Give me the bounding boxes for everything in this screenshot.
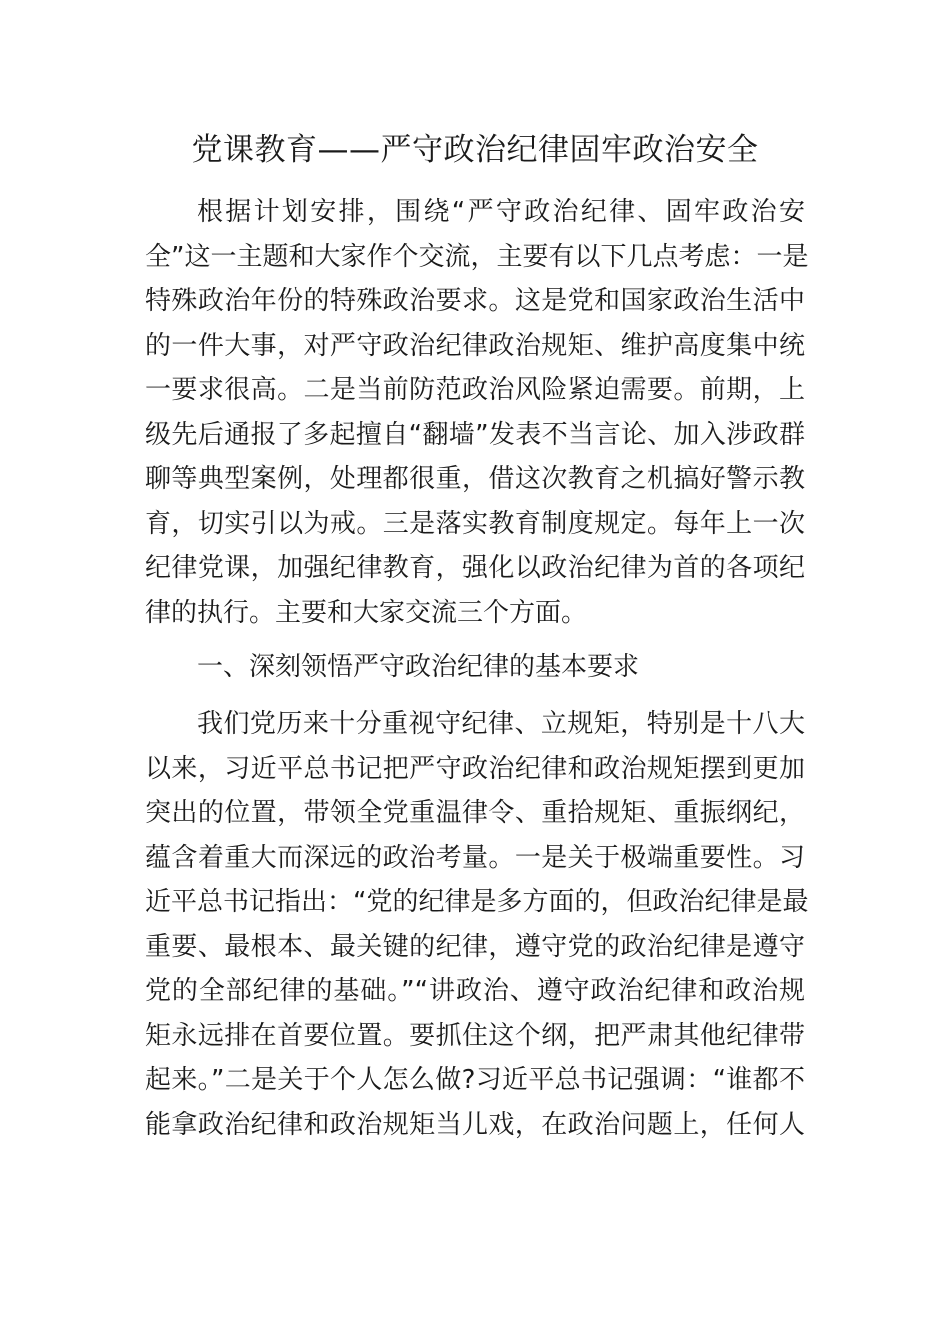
- paragraph-line: 以来，习近平总书记把严守政治纪律和政治规矩摆到更加: [145, 753, 805, 784]
- paragraph-line: 全”这一主题和大家作个交流，主要有以下几点考虑：一是: [145, 241, 809, 272]
- paragraph-line: 我们党历来十分重视守纪律、立规矩，特别是十八大: [197, 709, 805, 739]
- paragraph-1: [145, 190, 809, 635]
- paragraph-line: 级先后通报了多起擅自“翻墙”发表不当言论、加入涉政群: [145, 419, 805, 450]
- paragraph-line: 党的全部纪律的基础。”“讲政治、遵守政治纪律和政治规: [145, 976, 805, 1006]
- section-heading-text: 一、深刻领悟严守政治纪律的基本要求: [197, 652, 640, 682]
- section-heading-1: [145, 645, 805, 690]
- paragraph-line: 育，切实引以为戒。三是落实教育制度规定。每年上一次: [145, 508, 805, 539]
- paragraph-line: 起来。”二是关于个人怎么做?习近平总书记强调：“谁都不: [145, 1065, 805, 1095]
- paragraph-line: 矩永远排在首要位置。要抓住这个纲，把严肃其他纪律带: [145, 1020, 805, 1051]
- paragraph-line: 的一件大事，对严守政治纪律政治规矩、维护高度集中统: [145, 330, 805, 361]
- paragraph-line: 蕴含着重大而深远的政治考量。一是关于极端重要性。习: [145, 842, 805, 873]
- paragraph-line: 根据计划安排，围绕“严守政治纪律、固牢政治安: [197, 197, 805, 227]
- paragraph-2: [145, 702, 809, 1147]
- paragraph-line: 特殊政治年份的特殊政治要求。这是党和国家政治生活中: [145, 286, 805, 316]
- paragraph-line: 能拿政治纪律和政治规矩当儿戏，在政治问题上，任何人: [145, 1109, 805, 1140]
- paragraph-line: 近平总书记指出：“党的纪律是多方面的，但政治纪律是最: [145, 887, 809, 917]
- paragraph-line: 一要求很高。二是当前防范政治风险紧迫需要。前期，上: [145, 375, 805, 405]
- paragraph-line: 重要、最根本、最关键的纪律，遵守党的政治纪律是遵守: [145, 931, 805, 962]
- paragraph-line: 纪律党课，加强纪律教育，强化以政治纪律为首的各项纪: [145, 553, 805, 583]
- document-title: 党课教育——严守政治纪律固牢政治安全: [191, 132, 759, 168]
- paragraph-line: 律的执行。主要和大家交流三个方面。: [145, 597, 588, 628]
- paragraph-line: 突出的位置，带领全党重温律令、重拾规矩、重振纲纪，: [145, 798, 805, 828]
- paragraph-line: 聊等典型案例，处理都很重，借这次教育之机搞好警示教: [145, 464, 805, 494]
